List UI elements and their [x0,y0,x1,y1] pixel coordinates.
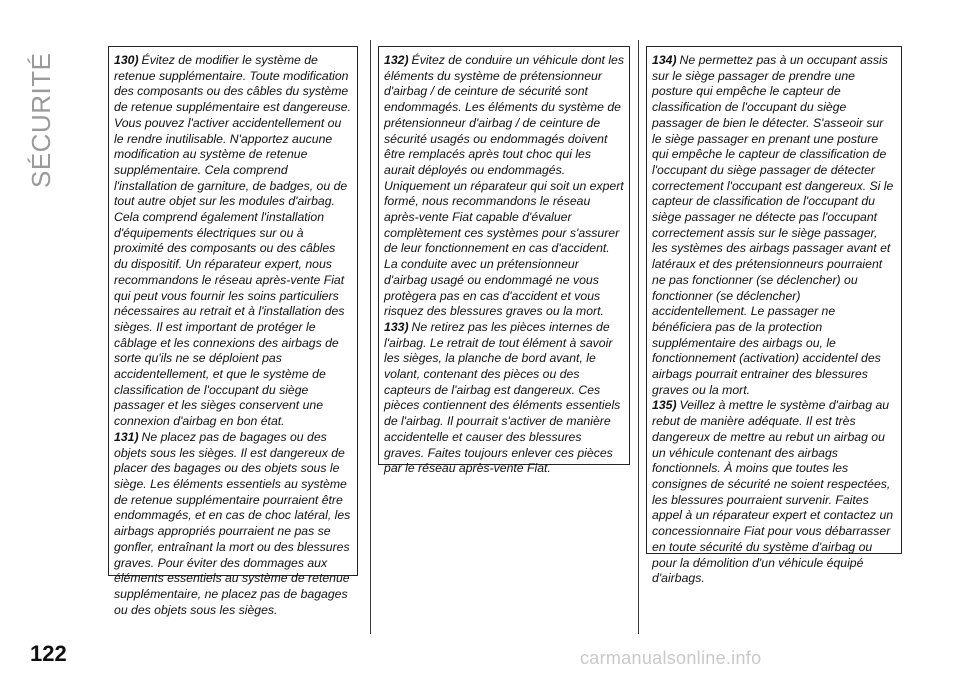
warning-text: Ne retirez pas les pièces internes de l'airbag. Le retrait de tout élément à savoir les sièges, la planche de bord avant, le volant, contenant des pièces ou des capteurs de l'airbag est dangereux. Ces pièces contiennent des éléments essentiels de l'airbag. Il pourrait s'activer de manière accidentelle et causer des blessures graves. Faites toujours enlever ces pièces par le réseau après-vente Fiat. [384,319,621,476]
warning-number: 130) [114,53,139,67]
warning-box-column-3 [646,46,902,586]
warning-box-column-1 [108,46,358,617]
section-title [26,40,86,200]
warning-text: Ne permettez pas à un occupant assis sur le siège passager de prendre une posture qui empêche le capteur de classification de l'occupant du siège passager de bien le détecter. S'asseoir sur le siège passager en prenant une posture qui empêche le capteur de classification de l'occupant du siège passager de détecter correctement l'occupant est dangereux. Si le capteur de classification de l'occupant du siège passager ne détecte pas l'occupant correctement assis sur le siège passager, les systèmes des airbags passager avant et latéraux et des prétensionneurs pourraient ne pas fonctionner (se déclencher) ou fonctionner (se déclencher) accidentellement. Le passager ne bénéficiera pas de la protection supplémentaire des airbags ou, le fonctionnement (activation) accidentel des airbags pourrait entrainer des blessures graves ou la mort. [652,53,894,397]
warning-number: 131) [114,429,139,444]
watermark: carmanualsonline.info [580,648,762,668]
warning-text: Ne placez pas de bagages ou des objets sous les sièges. Il est dangereux de placer des bagages ou des objets sous le siège. Les éléments essentiels au système de retenue supplémentaire pourraient être endommagés, et en cas de choc latéral, les airbags appropriés pourraient ne pas se gonfler, entraînant la mort ou des blessures graves. Pour éviter des dommages aux éléments essentiels au système de retenue supplémentaire, ne placez pas de bagages ou des objets sous les sièges. [114,429,351,617]
warning-text: Évitez de modifier le système de retenue supplémentaire. Toute modification des composants ou des câbles du système de retenue supplémentaire est dangereuse. Vous pouvez l'activer accidentellement ou le rendre inutilisable. N'apportez aucune modification au système de retenue supplémentaire. Cela comprend l'installation de garniture, de badges, ou de tout autre objet sur les modules d'airbag. Cela comprend également l'installation d'équipements électriques sur ou à proximité des composants ou des câbles du dispositif. Un réparateur expert, nous recommandons le réseau après-vente Fiat qui peut vous fournir les soins particuliers nécessaires au retrait et à l'installation des sièges. Il est important de protéger le câblage et les connexions des airbags de sorte qu'ils ne se déploient pas accidentellement, et que le système de classification de l'occupant du siège passager et les sièges conservent une connexion d'airbag en bon état. [114,53,351,429]
warning-text: Évitez de conduire un véhicule dont les éléments du système de prétensionneur d'airbag / de ceinture de sécurité sont endommagés. Les éléments du système de prétensionneur d'airbag / de ceinture de sécurité usagés ou endommagés doivent être remplacés après tout choc qui les aurait déployés ou endommagés. Uniquement un réparateur qui soit un expert formé, nous recommandons le réseau après-vente Fiat capable d'évaluer complètement ces systèmes pour s'assurer de leur fonctionnement en cas d'accident. La conduite avec un prétensionneur d'airbag usagé ou endommagé ne vous protègera pas en cas d'accident et vous risquez des blessures graves ou la mort. [384,53,624,319]
column-divider-left [370,40,371,634]
warning-paragraph [384,320,624,477]
warning-paragraph [114,430,352,618]
warning-paragraph [652,398,896,586]
warning-paragraph [114,53,352,430]
warning-paragraph [652,53,896,398]
warning-number: 135) [652,398,677,413]
warning-number: 132) [384,53,409,67]
warning-text: Veillez à mettre le système d'airbag au rebut de manière adéquate. Il est très dangereux de mettre au rebut un airbag ou un véhicule contenant des airbags fonctionnels. À moins que toutes les consignes de sécurité ne soient respectées, les blessures pourraient survenir. Faites appel à un réparateur expert et contactez un concessionnaire Fiat pour vous débarrasser en toute sécurité du système d'airbag ou pour la démolition d'un véhicule équipé d'airbags. [652,398,894,586]
warning-number: 134) [652,53,677,67]
page-number: 122 [30,641,67,666]
warning-paragraph [384,53,624,320]
column-divider-right [638,40,639,634]
warning-box-column-2 [378,46,630,476]
section-title-text: SÉCURITÉ [26,52,56,188]
warning-number: 133) [384,319,409,334]
